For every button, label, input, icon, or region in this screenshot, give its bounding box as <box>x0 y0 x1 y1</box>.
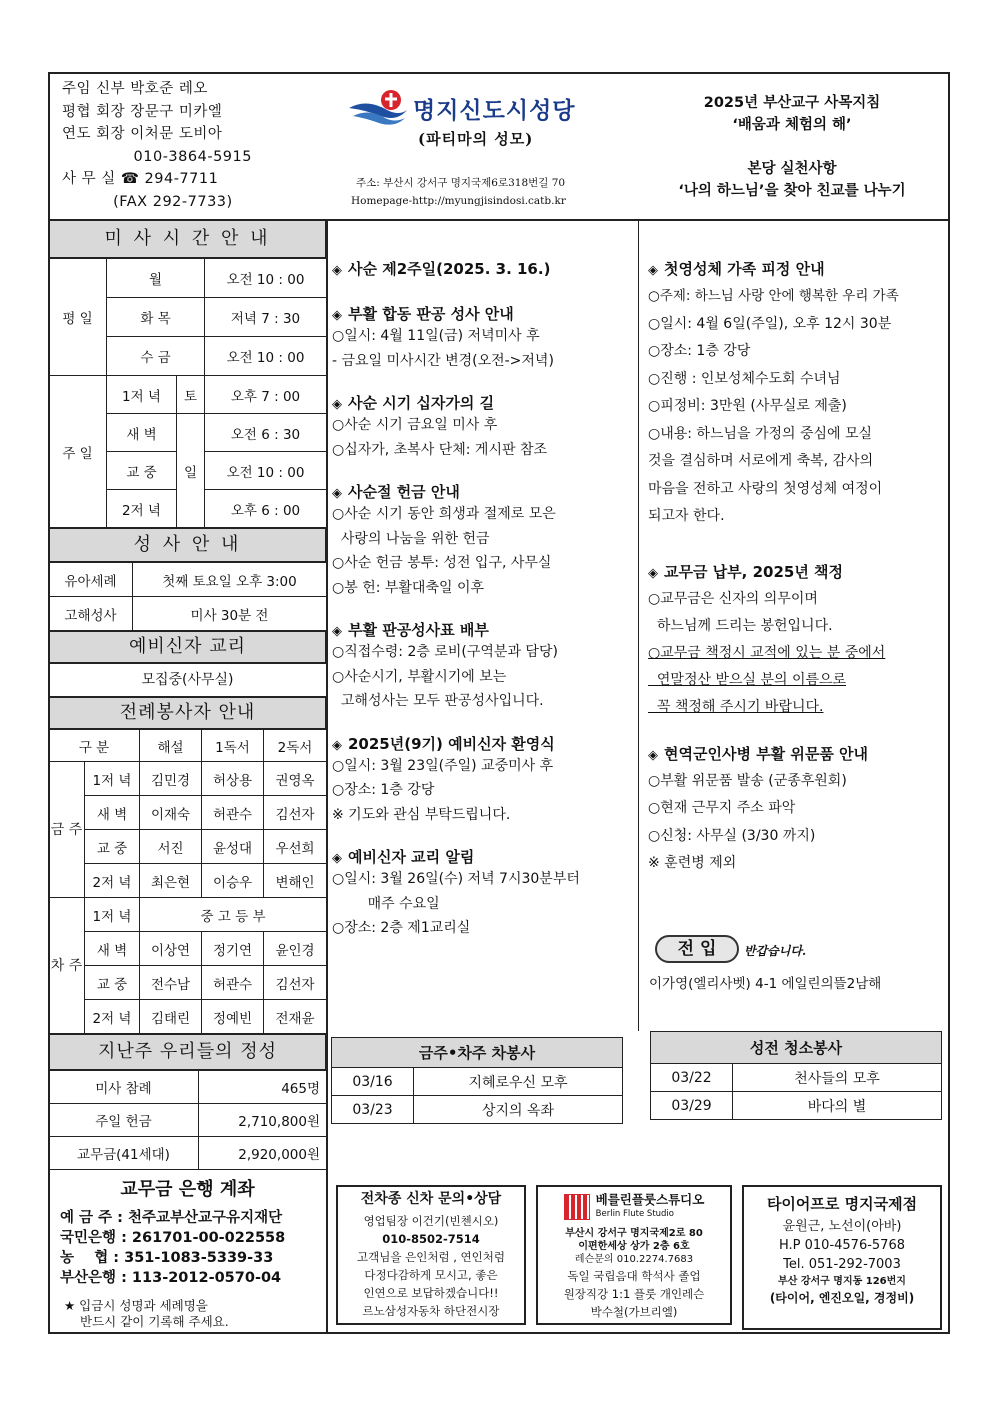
mass-name: 교 중 <box>107 452 177 490</box>
pastoral-guideline <box>642 92 942 202</box>
bank-note-line: 반드시 같이 기록해 주세요. <box>80 1314 229 1329</box>
car-service <box>331 1037 623 1124</box>
first-communion-body <box>648 283 944 531</box>
notice-section <box>332 392 636 462</box>
pastoral-line: 2025년 부산교구 사목지침 <box>703 95 881 111</box>
offering-table <box>48 1070 327 1170</box>
tire-shop-ad <box>742 1185 942 1330</box>
offering-title: 지난주 우리들의 정성 <box>48 1033 327 1071</box>
parish-address: 주소: 부산시 강서구 명지국제6로318번길 70 <box>356 177 566 189</box>
notice-line: 꼭 책정해 주시기 바랍니다. <box>648 698 824 715</box>
server-mass: 2저 녁 <box>85 864 140 898</box>
notice-section <box>332 303 636 373</box>
notice-line: 것을 결심하며 서로에게 축복, 감사의 <box>648 453 874 469</box>
ad-line: 독일 국립음대 학석사 졸업 <box>567 1269 701 1283</box>
servers-header: 2독서 <box>264 730 327 762</box>
ad-line: 박수철(가브리엘) <box>590 1305 678 1319</box>
ad-line: 부산 강서구 명지동 126번지 <box>778 1276 906 1287</box>
notice-line: ○현재 근무지 주소 파악 <box>648 800 796 816</box>
notice-title: 예비신자 교리 알림 <box>348 848 475 866</box>
ad-line: 이편한세상 상가 2층 6호 <box>578 1241 690 1252</box>
notice-line: ○봉 헌: 부활대축일 이후 <box>332 579 484 596</box>
notice-title: 사순 시기 십자가의 길 <box>348 394 495 412</box>
ad-title: 타이어프로 명지국제점 <box>766 1195 918 1213</box>
bank-title: 교무금 은행 계좌 <box>120 1179 255 1200</box>
ad-title-en: Berlin Flute Studio <box>595 1209 674 1219</box>
flute-studio-ad <box>536 1185 732 1325</box>
catechumen-status: 모집중(사무실) <box>48 663 327 697</box>
notice-line: 마음을 전하고 사랑의 첫영성체 여정이 <box>648 480 883 497</box>
notice-line: ※ 훈련병 제외 <box>648 855 737 871</box>
diamond-icon: ◈ <box>332 486 342 501</box>
offering-name: 교무금(41세대) <box>49 1137 199 1170</box>
ad-line: 부산시 강서구 명지국제2로 80 <box>565 1228 703 1239</box>
notice-line: ○교무금은 신자의 의무이며 <box>648 590 818 607</box>
mass-title: 미 사 시 간 안 내 <box>48 219 327 259</box>
staff-line: (FAX 292-7733) <box>62 193 233 210</box>
notice-line: ○주제: 하느님 사랑 안에 행복한 우리 가족 <box>648 288 899 304</box>
service-group: 바다의 별 <box>733 1092 942 1120</box>
staff-line: 연도 회장 이처문 도비아 <box>62 126 223 142</box>
service-date: 03/22 <box>651 1064 733 1092</box>
notice-line: ○내용: 하느님을 가정의 중심에 모실 <box>648 425 873 442</box>
pastoral-line: ‘배움과 체험의 해’ <box>732 117 852 133</box>
server-cell: 허관수 <box>202 796 264 830</box>
dues-body <box>648 586 944 721</box>
ad-line: 다정다감하게 모시고, 좋은 <box>364 1268 498 1282</box>
parish-name: 명지신도시성당 <box>413 98 576 124</box>
notice-line: ○피정비: 3만원 (사무실로 제출) <box>648 398 847 414</box>
mass-time: 오전 10 : 00 <box>205 259 327 298</box>
server-cell: 전재윤 <box>264 1000 327 1034</box>
cleaning-title: 성전 청소봉사 <box>651 1032 942 1064</box>
soldier-body <box>648 768 944 878</box>
diamond-icon: ◈ <box>332 737 342 753</box>
notice-line: ○교무금 책정시 교적에 있는 분 중에서 <box>648 644 886 661</box>
notice-title: 현역군인사병 부활 위문품 안내 <box>664 744 869 763</box>
notice-line: ○일시: 3월 26일(수) 저녁 7시30분부터 <box>332 871 580 887</box>
ad-line: 원장직강 1:1 플룻 개인레슨 <box>563 1287 705 1301</box>
server-cell: 김선자 <box>264 966 327 1000</box>
server-cell: 윤인경 <box>264 932 327 966</box>
notice-line: ○부활 위문품 발송 (군종후원회) <box>648 772 847 789</box>
server-mass: 1저 녁 <box>85 898 140 932</box>
sacrament-table <box>48 562 327 631</box>
ad-line: 윤원근, 노선이(아바) <box>782 1219 902 1234</box>
practice-line: ‘나의 하느님’을 찾아 친교를 나누기 <box>678 183 906 199</box>
notice-line: ○신청: 사무실 (3/30 까지) <box>648 827 816 844</box>
notice-line: 고해성사는 모두 판공성사입니다. <box>332 693 544 709</box>
notice-line: ○장소: 1층 강당 <box>648 343 751 359</box>
ad-line: 고객님을 은인처럼 , 연인처럼 <box>357 1250 505 1264</box>
server-cell: 김태린 <box>140 1000 202 1034</box>
ad-line: (타이어, 엔진오일, 경정비) <box>769 1291 915 1305</box>
offering-name: 미사 참례 <box>49 1071 199 1104</box>
server-cell: 윤성대 <box>202 830 264 864</box>
catechumen-title: 예비신자 교리 <box>48 630 327 664</box>
service-group: 천사들의 모후 <box>733 1064 942 1092</box>
servers-table <box>48 729 327 1034</box>
ad-line: Tel. 051-292-7003 <box>783 1257 901 1272</box>
notice-line: ○일시: 4월 6일(주일), 오후 12시 30분 <box>648 315 892 332</box>
mass-name: 1저 녁 <box>107 376 177 414</box>
offering-name: 주일 헌금 <box>49 1104 199 1137</box>
staff-line: 010-3864-5915 <box>62 148 252 165</box>
server-cell: 최은현 <box>140 864 202 898</box>
notice-title: 부활 합동 판공 성사 안내 <box>348 305 514 323</box>
notice-line: ※ 기도와 관심 부탁드립니다. <box>332 806 511 823</box>
mass-time: 오후 6 : 00 <box>205 490 327 528</box>
bank-line: 예 금 주 : 천주교부산교구유지재단 <box>60 1210 283 1226</box>
weekday-label: 평 일 <box>49 259 107 376</box>
service-date: 03/29 <box>651 1092 733 1120</box>
server-cell: 정예빈 <box>202 1000 264 1034</box>
servers-title: 전례봉사자 안내 <box>48 696 327 730</box>
diamond-icon: ◈ <box>332 263 342 278</box>
server-mass: 새 벽 <box>85 796 140 830</box>
service-group: 지혜로우신 모후 <box>414 1068 623 1096</box>
bank-note <box>64 1298 229 1330</box>
staff-line: 주임 신부 박호준 레오 <box>62 81 208 97</box>
diamond-icon: ◈ <box>648 565 658 581</box>
server-cell: 중 고 등 부 <box>140 898 327 932</box>
notice-line: ○장소: 1층 강당 <box>332 782 435 798</box>
ad-title: 전차종 신차 문의•상담 <box>360 1191 502 1207</box>
mass-name: 2저 녁 <box>107 490 177 528</box>
left-column <box>48 219 327 1170</box>
notice-title: 2025년(9기) 예비신자 환영식 <box>348 734 555 753</box>
middle-column <box>332 258 636 941</box>
servers-header: 구 분 <box>49 730 140 762</box>
right-column <box>648 258 944 878</box>
sacrament-name: 고해성사 <box>49 597 133 631</box>
flute-logo-icon <box>564 1194 590 1220</box>
staff-list <box>62 78 252 213</box>
welcome-name: 이가영(엘리사벳) 4-1 에일린의뜰2남해 <box>649 976 882 992</box>
service-date: 03/16 <box>332 1068 414 1096</box>
mass-time: 오전 10 : 00 <box>205 337 327 376</box>
notice-section <box>332 481 636 600</box>
sacrament-value: 미사 30분 전 <box>133 597 327 631</box>
parish-subtitle: (파티마의 성모) <box>418 130 534 148</box>
server-cell: 김선자 <box>264 796 327 830</box>
notice-line: ○일시: 3월 23일(주일) 교중미사 후 <box>332 757 554 774</box>
offering-value: 2,710,800원 <box>199 1104 327 1137</box>
this-week-label: 금 주 <box>49 762 85 898</box>
server-cell: 김민경 <box>140 762 202 796</box>
parish-logo-icon <box>347 86 409 126</box>
server-cell: 전수남 <box>140 966 202 1000</box>
sunday-label: 주 일 <box>49 376 107 528</box>
ad-line: 레슨문의 010.2274.7683 <box>574 1254 694 1265</box>
bank-accounts <box>60 1208 285 1288</box>
mass-time: 오후 7 : 00 <box>205 376 327 414</box>
server-mass: 2저 녁 <box>85 1000 140 1034</box>
notice-line: 매주 수요일 <box>332 895 440 912</box>
sacrament-title: 성 사 안 내 <box>48 527 327 563</box>
mass-daytag: 일 <box>177 414 205 528</box>
notice-line: ○진행 : 인보성체수도회 수녀님 <box>648 370 841 387</box>
notice-line: ○일시: 4월 11일(금) 저녁미사 후 <box>332 328 540 344</box>
bank-line: 부산은행 : 113-2012-0570-04 <box>60 1270 282 1286</box>
welcome-text: 반갑습니다. <box>744 944 807 958</box>
server-cell: 서진 <box>140 830 202 864</box>
server-cell: 이상연 <box>140 932 202 966</box>
ad-line: 인연으로 보답하겠습니다!! <box>363 1286 499 1300</box>
notice-line: 연말정산 받으실 분의 이름으로 <box>648 671 847 688</box>
mass-day: 수 금 <box>107 337 205 376</box>
server-mass: 교 중 <box>85 966 140 1000</box>
welcome-badge: 전 입 <box>655 935 739 963</box>
ad-line: 르노삼성자동차 하단전시장 <box>362 1304 500 1318</box>
bank-note-line: ★ 입금시 성명과 세례명을 <box>64 1298 208 1313</box>
diamond-icon: ◈ <box>332 851 342 866</box>
notice-section <box>332 619 636 714</box>
notice-title: 교무금 납부, 2025년 책정 <box>664 562 844 581</box>
diamond-icon: ◈ <box>648 263 658 278</box>
server-cell: 허상용 <box>202 762 264 796</box>
mass-table <box>48 258 327 528</box>
car-service-title: 금주•차주 차봉사 <box>332 1038 623 1068</box>
diamond-icon: ◈ <box>332 308 342 323</box>
ad-header <box>538 1193 730 1221</box>
parish-homepage[interactable]: Homepage-http://myungjisindosi.catb.kr <box>351 195 566 207</box>
mass-day: 화 목 <box>107 298 205 337</box>
cleaning-service <box>650 1031 942 1120</box>
server-cell: 이승우 <box>202 864 264 898</box>
next-week-label: 차 주 <box>49 898 85 1034</box>
mass-time: 저녁 7 : 30 <box>205 298 327 337</box>
ad-title: 베를린플룻스튜디오 <box>595 1192 705 1207</box>
practice-line: 본당 실천사항 <box>747 161 837 177</box>
server-mass: 1저 녁 <box>85 762 140 796</box>
notice-line: ○사순 시기 동안 희생과 절제로 모은 <box>332 506 556 522</box>
offering-value: 465명 <box>199 1071 327 1104</box>
server-mass: 교 중 <box>85 830 140 864</box>
servers-header: 해설 <box>140 730 202 762</box>
mass-day: 월 <box>107 259 205 298</box>
sacrament-value: 첫째 토요일 오후 3:00 <box>133 563 327 597</box>
offering-value: 2,920,000원 <box>199 1137 327 1170</box>
bank-line: 농 협 : 351-1083-5339-33 <box>60 1250 274 1266</box>
diamond-icon: ◈ <box>332 397 342 412</box>
service-date: 03/23 <box>332 1096 414 1124</box>
mass-daytag: 토 <box>177 376 205 414</box>
mass-time: 오전 10 : 00 <box>205 452 327 490</box>
notice-line: 사랑의 나눔을 위한 헌금 <box>332 530 490 547</box>
sunday-heading: ◈ 사순 제2주일(2025. 3. 16.) <box>332 260 551 278</box>
notice-line: 하느님께 드리는 봉헌입니다. <box>648 617 833 634</box>
staff-line: 사 무 실 ☎ 294-7711 <box>62 171 219 187</box>
diamond-icon: ◈ <box>648 747 658 763</box>
notice-section <box>332 733 636 828</box>
notice-section <box>332 846 636 941</box>
server-cell: 권영옥 <box>264 762 327 796</box>
notice-title: 첫영성체 가족 피정 안내 <box>664 260 825 278</box>
bank-line: 국민은행 : 261701-00-022558 <box>60 1230 286 1246</box>
notice-line: 되고자 한다. <box>648 508 725 524</box>
notice-line: - 금요일 미사시간 변경(오전->저녁) <box>332 352 554 369</box>
service-group: 상지의 옥좌 <box>414 1096 623 1124</box>
notice-line: ○사순 헌금 봉투: 성전 입구, 사무실 <box>332 555 552 571</box>
ad-line: H.P 010-4576-5768 <box>778 1238 905 1253</box>
server-cell: 변해인 <box>264 864 327 898</box>
servers-header: 1독서 <box>202 730 264 762</box>
notice-title: 부활 판공성사표 배부 <box>348 621 489 639</box>
server-cell: 정기연 <box>202 932 264 966</box>
server-mass: 새 벽 <box>85 932 140 966</box>
server-cell: 이재숙 <box>140 796 202 830</box>
mass-time: 오전 6 : 30 <box>205 414 327 452</box>
notice-title: 사순절 헌금 안내 <box>348 483 460 501</box>
ad-line: 영업팀장 이건기(빈첸시오) <box>363 1214 499 1228</box>
notice-line: ○직접수령: 2층 로비(구역분과 담당) <box>332 644 558 660</box>
server-cell: 허관수 <box>202 966 264 1000</box>
sacrament-name: 유아세례 <box>49 563 133 597</box>
notice-line: ○십자가, 초복사 단체: 게시판 참조 <box>332 441 547 458</box>
mass-name: 새 벽 <box>107 414 177 452</box>
ad-line: 010-8502-7514 <box>382 1232 480 1246</box>
notice-line: ○사순시기, 부활시기에 보는 <box>332 668 507 685</box>
notice-line: ○사순 시기 금요일 미사 후 <box>332 417 498 433</box>
server-cell: 우선희 <box>264 830 327 864</box>
diamond-icon: ◈ <box>332 624 342 639</box>
staff-line: 평협 회장 장문구 미카엘 <box>62 103 223 120</box>
notice-line: ○장소: 2층 제1교리실 <box>332 920 471 936</box>
car-dealer-ad <box>336 1185 526 1325</box>
